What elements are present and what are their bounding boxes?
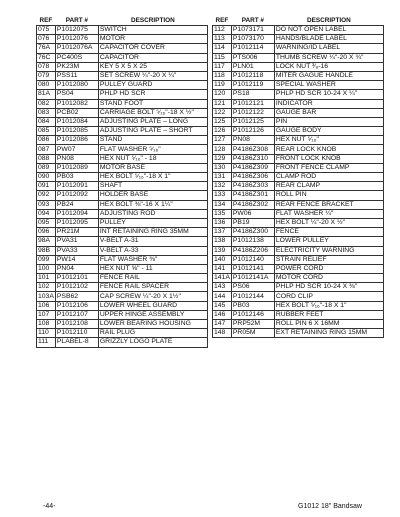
table-row bbox=[213, 320, 384, 329]
part-number-cell: P1012086 bbox=[55, 136, 98, 145]
description-cell: LOCK NUT ³⁄₈-16 bbox=[274, 62, 383, 71]
part-number-cell: PB19 bbox=[231, 218, 274, 227]
table-row bbox=[37, 320, 208, 329]
table-row bbox=[37, 62, 208, 71]
table-row bbox=[37, 246, 208, 255]
ref-cell: 147 bbox=[213, 320, 232, 329]
part-number-cell: P1012141A bbox=[231, 274, 274, 283]
description-cell: WARNING/ID LABEL bbox=[274, 44, 383, 53]
table-row bbox=[213, 310, 384, 319]
table-row bbox=[213, 26, 384, 35]
description-cell: PHLP HD SCR 10-24 X ⅜" bbox=[274, 283, 383, 292]
description-cell: HEX NUT ⁵⁄₁₆" bbox=[274, 136, 383, 145]
table-row bbox=[213, 209, 384, 218]
part-number-cell: PN04 bbox=[55, 264, 98, 273]
table-row bbox=[37, 26, 208, 35]
ref-cell: 126 bbox=[213, 127, 232, 136]
ref-cell: 130 bbox=[213, 163, 232, 172]
table-row bbox=[213, 246, 384, 255]
part-number-cell: P1012089 bbox=[55, 163, 98, 172]
table-row bbox=[213, 71, 384, 80]
ref-cell: 134 bbox=[213, 200, 232, 209]
description-cell: LOWER PULLEY bbox=[274, 237, 383, 246]
part-number-cell: PB03 bbox=[231, 301, 274, 310]
ref-cell: 128 bbox=[213, 145, 232, 154]
document-title: G1012 18" Bandsaw bbox=[298, 503, 362, 510]
ref-cell: 108 bbox=[37, 320, 56, 329]
description-header: DESCRIPTION bbox=[131, 16, 175, 24]
part-number-cell: P4186Z306 bbox=[231, 173, 274, 182]
ref-cell: 118 bbox=[213, 71, 232, 80]
part-number-cell: P1012091 bbox=[55, 182, 98, 191]
table-row bbox=[37, 182, 208, 191]
part-number-cell: PB03 bbox=[55, 173, 98, 182]
part-number-cell: P1012094 bbox=[55, 209, 98, 218]
description-cell: INT RETAINING RING 35MM bbox=[98, 228, 207, 237]
ref-cell: 143 bbox=[213, 283, 232, 292]
part-number-cell: PCB02 bbox=[55, 108, 98, 117]
part-number-cell: PS18 bbox=[231, 90, 274, 99]
ref-cell: 083 bbox=[37, 108, 56, 117]
ref-cell: 110 bbox=[37, 329, 56, 338]
table-row bbox=[213, 81, 384, 90]
ref-cell: 136 bbox=[213, 218, 232, 227]
ref-cell: 094 bbox=[37, 209, 56, 218]
table-row bbox=[37, 163, 208, 172]
description-cell: FRONT LOCK KNOB bbox=[274, 154, 383, 163]
table-row bbox=[37, 108, 208, 117]
part-number-cell: P1012119 bbox=[231, 81, 274, 90]
description-cell: V-BELT A-33 bbox=[98, 246, 207, 255]
part-number-cell: P1012075 bbox=[55, 26, 98, 35]
ref-cell: 117 bbox=[213, 62, 232, 71]
description-cell: EXT RETAINING RING 15MM bbox=[274, 329, 383, 338]
ref-cell: 095 bbox=[37, 218, 56, 227]
ref-cell: 092 bbox=[37, 191, 56, 200]
ref-cell: 141 bbox=[213, 264, 232, 273]
ref-cell: 144 bbox=[213, 292, 232, 301]
part-number-cell: PK23M bbox=[55, 62, 98, 71]
table-row bbox=[213, 274, 384, 283]
description-cell: PIN bbox=[274, 117, 383, 126]
description-cell: STAND FOOT bbox=[98, 99, 207, 108]
description-cell: PHLP HD SCR 10-24 X ¼" bbox=[274, 90, 383, 99]
ref-cell: 096 bbox=[37, 228, 56, 237]
part-number-cell: P4186Z301 bbox=[231, 191, 274, 200]
ref-cell: 107 bbox=[37, 310, 56, 319]
part-number-cell: P1073171 bbox=[231, 26, 274, 35]
ref-cell: 125 bbox=[213, 117, 232, 126]
part-number-cell: PB24 bbox=[55, 200, 98, 209]
description-cell: ROLL PIN 6 X 16MM bbox=[274, 320, 383, 329]
part-number-cell: P1012121 bbox=[231, 99, 274, 108]
description-cell: STAND bbox=[98, 136, 207, 145]
part-number-cell: P4186Z310 bbox=[231, 154, 274, 163]
part-number-cell: P4186Z308 bbox=[231, 145, 274, 154]
part-number-cell: P1012080 bbox=[55, 81, 98, 90]
ref-cell: 119 bbox=[213, 81, 232, 90]
ref-cell: 093 bbox=[37, 200, 56, 209]
part-number-cell: P1012107 bbox=[55, 310, 98, 319]
table-row bbox=[37, 274, 208, 283]
part-number-cell: PSB62 bbox=[55, 292, 98, 301]
part-number-cell: PLN01 bbox=[231, 62, 274, 71]
description-cell: FENCE RAIL bbox=[98, 274, 207, 283]
ref-cell: 138 bbox=[213, 237, 232, 246]
part-number-cell: P1012092 bbox=[55, 191, 98, 200]
table-row bbox=[37, 255, 208, 264]
description-cell: RAIL PLUG bbox=[98, 329, 207, 338]
description-cell: MOTOR CORD bbox=[274, 274, 383, 283]
description-cell: HEX BOLT ¼"-20 X ½" bbox=[274, 218, 383, 227]
ref-cell: 76C bbox=[37, 53, 56, 62]
table-row bbox=[213, 264, 384, 273]
ref-cell: 127 bbox=[213, 136, 232, 145]
part-number-cell: PW06 bbox=[231, 209, 274, 218]
table-row bbox=[37, 228, 208, 237]
ref-cell: 148 bbox=[213, 329, 232, 338]
table-row bbox=[213, 255, 384, 264]
description-cell: ROLL PIN bbox=[274, 191, 383, 200]
description-cell: MITER GAGUE HANDLE bbox=[274, 71, 383, 80]
table-row bbox=[213, 218, 384, 227]
table-header bbox=[37, 16, 208, 26]
part-number-cell: PLABEL-8 bbox=[55, 338, 98, 347]
description-cell: ELECTRICITY WARNING bbox=[274, 246, 383, 255]
part-number-cell: P4186Z300 bbox=[231, 228, 274, 237]
part-number-cell: P4186Z309 bbox=[231, 163, 274, 172]
table-row bbox=[213, 228, 384, 237]
ref-cell: 98B bbox=[37, 246, 56, 255]
ref-cell: 112 bbox=[213, 26, 232, 35]
ref-cell: 087 bbox=[37, 145, 56, 154]
table-row bbox=[213, 44, 384, 53]
description-cell: THUMB SCREW ¼"-20 X ¾" bbox=[274, 53, 383, 62]
table-row bbox=[37, 136, 208, 145]
table-row bbox=[37, 209, 208, 218]
description-cell: HEX BOLT ⅜"-16 X 1¼" bbox=[98, 200, 207, 209]
part-number-cell: P1012108 bbox=[55, 320, 98, 329]
part-number-cell: P4186Z303 bbox=[231, 182, 274, 191]
part-number-cell: PTS006 bbox=[231, 53, 274, 62]
description-header: DESCRIPTION bbox=[307, 16, 351, 24]
table-row bbox=[213, 191, 384, 200]
part-number-cell: P1012126 bbox=[231, 127, 274, 136]
part-number-cell: PC400S bbox=[55, 53, 98, 62]
part-number-cell: PVA31 bbox=[55, 237, 98, 246]
part-number-cell: P1012082 bbox=[55, 99, 98, 108]
table-row bbox=[37, 154, 208, 163]
ref-cell: 079 bbox=[37, 71, 56, 80]
description-cell: SPECIAL WASHER bbox=[274, 81, 383, 90]
description-cell: KEY 5 X 5 X 25 bbox=[98, 62, 207, 71]
table-row bbox=[37, 218, 208, 227]
part-number-cell: P1012114 bbox=[231, 44, 274, 53]
table-row bbox=[37, 329, 208, 338]
description-cell: ADJUSTING ROD bbox=[98, 209, 207, 218]
description-cell: FLAT WASHER ⁵⁄₁₆" bbox=[98, 145, 207, 154]
part-number-cell: PS04 bbox=[55, 90, 98, 99]
description-cell: REAR LOCK KNOB bbox=[274, 145, 383, 154]
table-row bbox=[37, 283, 208, 292]
table-row bbox=[37, 90, 208, 99]
table-row bbox=[37, 200, 208, 209]
description-cell: MOTOR bbox=[98, 35, 207, 44]
description-cell: DO NOT OPEN LABEL bbox=[274, 26, 383, 35]
table-row bbox=[213, 90, 384, 99]
table-row bbox=[37, 71, 208, 80]
description-cell: POWER CORD bbox=[274, 264, 383, 273]
part-number-cell: P1012102 bbox=[55, 283, 98, 292]
part-number-cell: P1012122 bbox=[231, 108, 274, 117]
ref-cell: 122 bbox=[213, 108, 232, 117]
description-cell: RUBBER FEET bbox=[274, 310, 383, 319]
ref-cell: 137 bbox=[213, 228, 232, 237]
part-number-cell: PR21M bbox=[55, 228, 98, 237]
description-cell: ADJUSTING PLATE – SHORT bbox=[98, 127, 207, 136]
part-number-cell: PVA33 bbox=[55, 246, 98, 255]
ref-cell: 115 bbox=[213, 53, 232, 62]
part-number-cell: PR05M bbox=[231, 329, 274, 338]
part-number-cell: P1012101 bbox=[55, 274, 98, 283]
table-row bbox=[37, 117, 208, 126]
description-cell: REAR CLAMP bbox=[274, 182, 383, 191]
ref-cell: 106 bbox=[37, 301, 56, 310]
table-row bbox=[37, 173, 208, 182]
description-cell: SWITCH bbox=[98, 26, 207, 35]
ref-cell: 102 bbox=[37, 283, 56, 292]
table-row bbox=[37, 145, 208, 154]
description-cell: V-BELT A-31 bbox=[98, 237, 207, 246]
description-cell: FENCE RAIL SPACER bbox=[98, 283, 207, 292]
table-row bbox=[213, 163, 384, 172]
parts-list-right bbox=[213, 26, 384, 338]
table-row bbox=[213, 117, 384, 126]
table-row bbox=[213, 182, 384, 191]
page-number: -44- bbox=[43, 503, 56, 510]
description-cell: HEX NUT ⅝" - 11 bbox=[98, 264, 207, 273]
table-row bbox=[213, 329, 384, 338]
part-number-cell: P4186Z206 bbox=[231, 246, 274, 255]
ref-cell: 091 bbox=[37, 182, 56, 191]
ref-header: REF bbox=[215, 16, 229, 24]
part-number-cell: P1012076 bbox=[55, 35, 98, 44]
description-cell: LOWER WHEEL GUARD bbox=[98, 301, 207, 310]
table-row bbox=[37, 99, 208, 108]
ref-cell: 132 bbox=[213, 182, 232, 191]
table-row bbox=[37, 81, 208, 90]
table-row bbox=[213, 283, 384, 292]
table-row bbox=[213, 35, 384, 44]
table-row bbox=[213, 173, 384, 182]
description-cell: FENCE bbox=[274, 228, 383, 237]
description-cell: REAR FENCE BRACKET bbox=[274, 200, 383, 209]
ref-cell: 078 bbox=[37, 62, 56, 71]
description-cell: UPPER HINGE ASSEMBLY bbox=[98, 310, 207, 319]
description-cell: LOWER BEARING HOUSING bbox=[98, 320, 207, 329]
part-number-cell: PRP52M bbox=[231, 320, 274, 329]
description-cell: CORD CLIP bbox=[274, 292, 383, 301]
part-number-cell: PW07 bbox=[55, 145, 98, 154]
description-cell: HEX BOLT ⁵⁄₁₆"-18 X 1" bbox=[98, 173, 207, 182]
part-number-cell: P1012110 bbox=[55, 329, 98, 338]
description-cell: INDICATOR bbox=[274, 99, 383, 108]
description-cell: FRONT FENCE CLAMP bbox=[274, 163, 383, 172]
part-number-cell: P1012095 bbox=[55, 218, 98, 227]
part-number-cell: P1012085 bbox=[55, 127, 98, 136]
table-row bbox=[37, 338, 208, 347]
ref-cell: 113 bbox=[213, 35, 232, 44]
description-cell: CARRIAGE BOLT ⁵⁄₁₆"-18 X ½" bbox=[98, 108, 207, 117]
parts-table-left bbox=[36, 16, 208, 348]
ref-cell: 089 bbox=[37, 163, 56, 172]
table-row bbox=[37, 53, 208, 62]
ref-cell: 133 bbox=[213, 191, 232, 200]
part-number-cell: P1012076A bbox=[55, 44, 98, 53]
ref-cell: 082 bbox=[37, 99, 56, 108]
table-row bbox=[213, 237, 384, 246]
part-number-cell: P1073170 bbox=[231, 35, 274, 44]
description-cell: GAUGE BODY bbox=[274, 127, 383, 136]
description-cell: CAP SCREW ¼"-20 X 1½" bbox=[98, 292, 207, 301]
ref-cell: 080 bbox=[37, 81, 56, 90]
table-row bbox=[37, 191, 208, 200]
ref-cell: 099 bbox=[37, 255, 56, 264]
part-number-cell: P1012106 bbox=[55, 301, 98, 310]
description-cell: FLAT WASHER ¼" bbox=[274, 209, 383, 218]
description-cell: SHAFT bbox=[98, 182, 207, 191]
table-header bbox=[213, 16, 384, 26]
part-number-cell: P1012084 bbox=[55, 117, 98, 126]
ref-cell: 120 bbox=[213, 90, 232, 99]
ref-cell: 090 bbox=[37, 173, 56, 182]
description-cell: CAPACITOR bbox=[98, 53, 207, 62]
part-number-cell: PSS11 bbox=[55, 71, 98, 80]
table-row bbox=[213, 301, 384, 310]
table-row bbox=[37, 237, 208, 246]
ref-cell: 084 bbox=[37, 117, 56, 126]
ref-cell: 81A bbox=[37, 90, 56, 99]
description-cell: HOLDER BASE bbox=[98, 191, 207, 200]
part-number-cell: PS06 bbox=[231, 283, 274, 292]
table-row bbox=[213, 53, 384, 62]
table-row bbox=[213, 62, 384, 71]
table-row bbox=[213, 200, 384, 209]
ref-cell: 139 bbox=[213, 246, 232, 255]
ref-cell: 146 bbox=[213, 310, 232, 319]
description-cell: HANDS/BLADE LABEL bbox=[274, 35, 383, 44]
ref-cell: 075 bbox=[37, 26, 56, 35]
parts-table-right bbox=[212, 16, 384, 338]
ref-header: REF bbox=[39, 16, 53, 24]
table-row bbox=[213, 145, 384, 154]
description-cell: ADJUSTING PLATE – LONG bbox=[98, 117, 207, 126]
table-row bbox=[37, 264, 208, 273]
ref-cell: 140 bbox=[213, 255, 232, 264]
parts-list-left bbox=[37, 26, 208, 348]
ref-cell: 76A bbox=[37, 44, 56, 53]
part-number-cell: P1012141 bbox=[231, 264, 274, 273]
ref-cell: 085 bbox=[37, 127, 56, 136]
ref-cell: 145 bbox=[213, 301, 232, 310]
part-number-cell: P1012118 bbox=[231, 71, 274, 80]
ref-cell: 103A bbox=[38, 292, 54, 300]
part-number-cell: P1012138 bbox=[231, 237, 274, 246]
part-header: PART # bbox=[65, 16, 88, 24]
ref-cell: 114 bbox=[213, 44, 232, 53]
part-header: PART # bbox=[241, 16, 264, 24]
table-row bbox=[37, 301, 208, 310]
part-number-cell: PW14 bbox=[55, 255, 98, 264]
description-cell: CAPACITOR COVER bbox=[98, 44, 207, 53]
ref-cell: 141A bbox=[214, 274, 230, 282]
table-row bbox=[213, 99, 384, 108]
description-cell: STRAIN RELIEF bbox=[274, 255, 383, 264]
part-number-cell: P4186Z302 bbox=[231, 200, 274, 209]
ref-cell: 101 bbox=[37, 274, 56, 283]
table-row bbox=[213, 136, 384, 145]
description-cell: CLAMP ROD bbox=[274, 173, 383, 182]
ref-cell: 129 bbox=[213, 154, 232, 163]
ref-cell: 076 bbox=[37, 35, 56, 44]
part-number-cell: P1012125 bbox=[231, 117, 274, 126]
part-number-cell: P1012144 bbox=[231, 292, 274, 301]
description-cell: PULLEY bbox=[98, 218, 207, 227]
description-cell: MOTOR BASE bbox=[98, 163, 207, 172]
table-row bbox=[37, 44, 208, 53]
table-row bbox=[37, 310, 208, 319]
description-cell: SET SCREW ¼"-20 X ¼" bbox=[98, 71, 207, 80]
ref-cell: 111 bbox=[37, 338, 56, 347]
ref-cell: 100 bbox=[37, 264, 56, 273]
description-cell: PULLEY GUARD bbox=[98, 81, 207, 90]
part-number-cell: PN08 bbox=[55, 154, 98, 163]
ref-cell: 98A bbox=[37, 237, 56, 246]
description-cell: HEX NUT ⁵⁄₁₆" - 18 bbox=[98, 154, 207, 163]
table-row bbox=[213, 108, 384, 117]
description-cell: GRIZZLY LOGO PLATE bbox=[98, 338, 207, 347]
description-cell: HEX BOLT ⁵⁄₁₆"-18 X 1" bbox=[274, 301, 383, 310]
table-row bbox=[213, 127, 384, 136]
ref-cell: 088 bbox=[37, 154, 56, 163]
table-row bbox=[37, 127, 208, 136]
table-row bbox=[213, 292, 384, 301]
part-number-cell: P1012146 bbox=[231, 310, 274, 319]
table-row bbox=[37, 292, 208, 301]
ref-cell: 135 bbox=[213, 209, 232, 218]
description-cell: GAUGE BAR bbox=[274, 108, 383, 117]
ref-cell: 086 bbox=[37, 136, 56, 145]
part-number-cell: PN08 bbox=[231, 136, 274, 145]
ref-cell: 121 bbox=[213, 99, 232, 108]
table-row bbox=[37, 35, 208, 44]
description-cell: PHLP HD SCR bbox=[98, 90, 207, 99]
part-number-cell: P1012140 bbox=[231, 255, 274, 264]
description-cell: FLAT WASHER ⅜" bbox=[98, 255, 207, 264]
table-row bbox=[213, 154, 384, 163]
ref-cell: 131 bbox=[213, 173, 232, 182]
